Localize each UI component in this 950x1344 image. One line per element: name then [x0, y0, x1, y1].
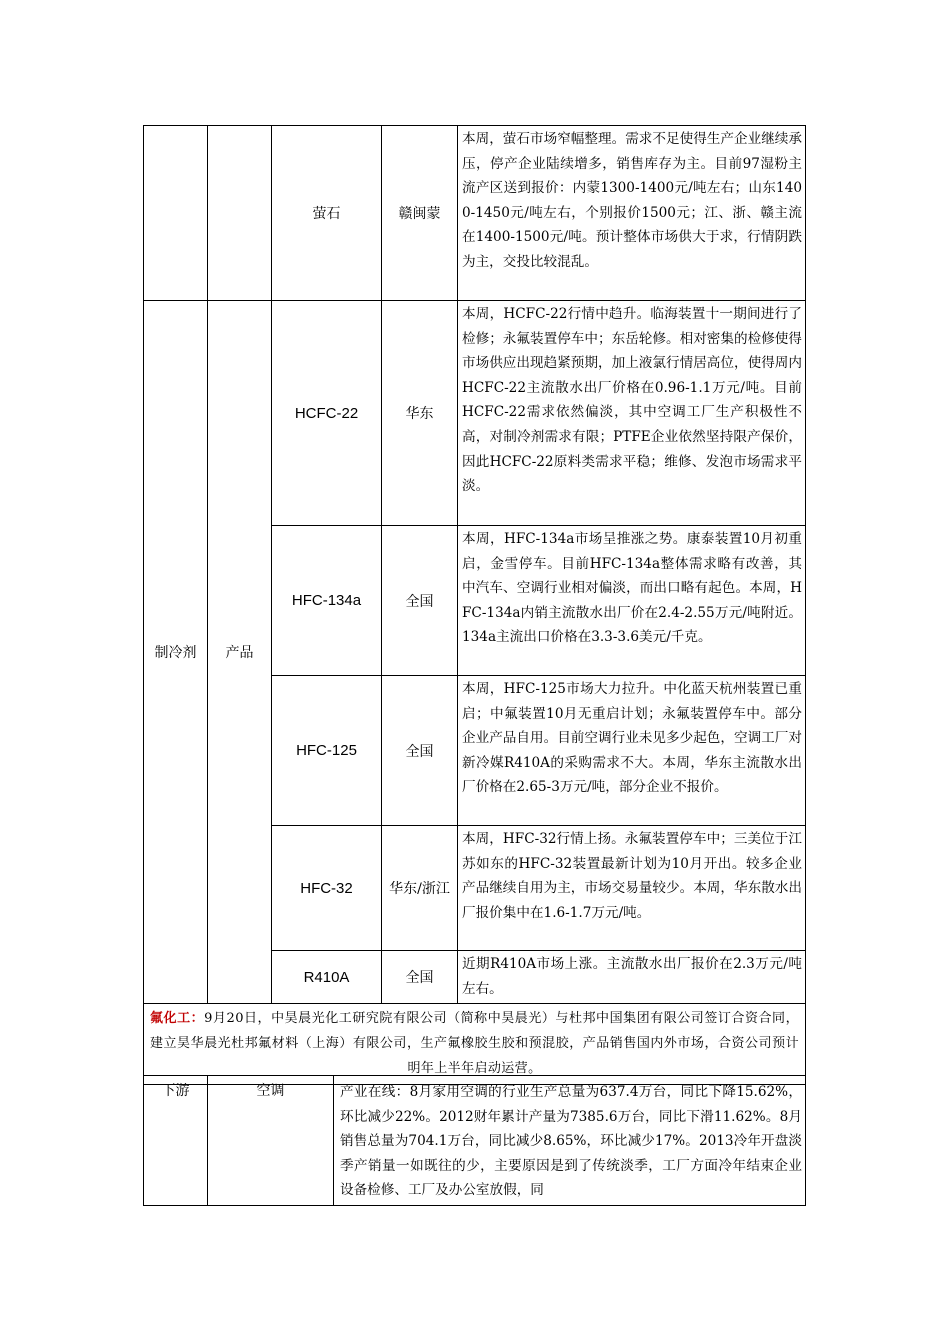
product-name: 萤石 [272, 126, 382, 301]
table-row [144, 126, 806, 301]
region-name: 华东/浙江 [382, 826, 458, 951]
market-description: 本周，HFC-125市场大力拉升。中化蓝天杭州装置已重启；中氟装置10月无重启计划；永氟装置停车中。部分企业产品自用。目前空调行业未见多少起色，空调工厂对新冷媒R410A的采购需求不大。本周，华东主流散水出厂价格在2.65-3万元/吨，部分企业不报价。 [458, 676, 806, 826]
market-description: 产业在线：8月家用空调的行业生产总量为637.4万台，同比下降15.62%，环比减少22%。2012财年累计产量为7385.6万台，同比下滑11.62%。8月销售总量为704.1万台，同比减少8.65%，环比减少17%。2013冷年开盘淡季产销量一如既往的少，主要原因是到了传统淡季，工厂方面冷年结束企业设备检修、工厂及办公室放假，同 [334, 1076, 806, 1206]
product-name: R410A [272, 951, 382, 1004]
market-description: 本周，HFC-134a市场呈推涨之势。康泰装置10月初重启，金雪停车。目前HFC-134a整体需求略有改善，其中汽车、空调行业相对偏淡，而出口略有起色。本周，HFC-134a内销主流散水出厂价在2.4-2.55万元/吨附近。134a主流出口价格在3.3-3.6美元/千克。 [458, 526, 806, 676]
downstream-table [143, 1075, 806, 1206]
product-name: HFC-134a [272, 526, 382, 676]
table-row [144, 301, 806, 526]
product-name: HFC-125 [272, 676, 382, 826]
fluorochemical-note [144, 1004, 806, 1085]
market-description: 近期R410A市场上涨。主流散水出厂报价在2.3万元/吨左右。 [458, 951, 806, 1004]
market-description: 本周，萤石市场窄幅整理。需求不足使得生产企业继续承压，停产企业陆续增多，销售库存为主。目前97湿粉主流产区送到报价：内蒙1300-1400元/吨左右；山东1400-1450元/吨左右，个别报价1500元；江、浙、赣主流在1400-1500元/吨。预计整体市场供大于求，行情阴跌为主，交投比较混乱。 [458, 126, 806, 301]
category-cell [144, 126, 208, 301]
note-label: 氟化工： [150, 1011, 205, 1027]
category-cell: 下游 [144, 1076, 208, 1206]
product-name: HFC-32 [272, 826, 382, 951]
table-row [144, 1004, 806, 1085]
market-description: 本周，HCFC-22行情中趋升。临海装置十一期间进行了检修；永氟装置停车中；东岳轮修。相对密集的检修使得市场供应出现趋紧预期，加上液氯行情居高位，使得周内HCFC-22主流散水出厂价格在0.96-1.1万元/吨。目前HCFC-22需求依然偏淡，其中空调工厂生产积极性不高，对制冷剂需求有限；PTFE企业依然坚持限产保价，因此HCFC-22原料类需求平稳；维修、发泡市场需求平淡。 [458, 301, 806, 526]
commodity-table [143, 125, 806, 1085]
region-name: 全国 [382, 951, 458, 1004]
category-cell: 制冷剂 [144, 301, 208, 1004]
market-description: 本周，HFC-32行情上扬。永氟装置停车中；三美位于江苏如东的HFC-32装置最新计划为10月开出。较多企业产品继续自用为主，市场交易量较少。本周，华东散水出厂报价集中在1.6-1.7万元/吨。 [458, 826, 806, 951]
region-name: 赣闽蒙 [382, 126, 458, 301]
table-row [144, 1076, 806, 1206]
subcategory-cell [208, 126, 272, 301]
region-name: 全国 [382, 526, 458, 676]
region-name: 全国 [382, 676, 458, 826]
subcategory-cell: 产品 [208, 301, 272, 1004]
note-text: 9月20日，中昊晨光化工研究院有限公司（简称中昊晨光）与杜邦中国集团有限公司签订合资合同，建立昊华晨光杜邦氟材料（上海）有限公司，生产氟橡胶生胶和预混胶，产品销售国内外市场，合资公司预计明年上半年启动运营。 [150, 1011, 799, 1077]
product-name: 空调 [208, 1076, 334, 1206]
product-name: HCFC-22 [272, 301, 382, 526]
region-name: 华东 [382, 301, 458, 526]
